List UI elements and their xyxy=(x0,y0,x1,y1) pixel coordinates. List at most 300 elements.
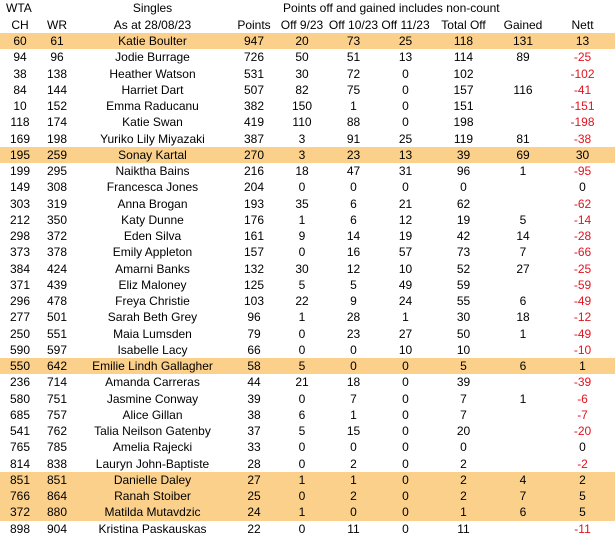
table-row xyxy=(0,277,615,293)
table-row xyxy=(0,196,615,212)
player-name: Heather Watson xyxy=(109,66,196,81)
off-11-cell: 12 xyxy=(398,212,413,227)
off-10-cell: 12 xyxy=(346,261,361,276)
total-off-cell: 39 xyxy=(431,147,496,163)
total-off-cell: 157 xyxy=(453,82,474,97)
nett-cell: -151 xyxy=(570,99,595,114)
ch-cell: 94 xyxy=(13,50,27,65)
player-name: Emma Raducanu xyxy=(106,99,199,114)
off-9-cell: 21 xyxy=(295,375,309,390)
ch-cell: 250 xyxy=(9,326,31,341)
nett-header: Nett xyxy=(571,17,594,32)
points-cell: 66 xyxy=(247,342,261,357)
gained-cell: 89 xyxy=(516,50,530,65)
off-9-cell: 1 xyxy=(277,472,327,488)
wr-cell: 144 xyxy=(46,82,68,97)
nett-cell: -198 xyxy=(570,115,595,130)
wr-cell: 350 xyxy=(46,212,68,227)
player-name: Matilda Mutavdzic xyxy=(74,504,231,520)
off-10-cell: 72 xyxy=(346,66,361,81)
off-10-cell: 6 xyxy=(350,212,357,227)
nett-cell: -11 xyxy=(574,521,591,536)
table-row xyxy=(0,309,615,325)
total-off-cell: 11 xyxy=(457,521,470,536)
points-cell: 24 xyxy=(231,504,277,520)
off-11-cell: 13 xyxy=(380,147,431,163)
points-cell: 44 xyxy=(247,375,261,390)
table-row xyxy=(0,374,615,390)
off-9-cell: 5 xyxy=(277,358,327,374)
off-10-cell: 91 xyxy=(346,131,361,146)
points-cell: 270 xyxy=(231,147,277,163)
ch-cell: 236 xyxy=(9,375,31,390)
off-10-cell: 7 xyxy=(350,391,357,406)
ch-cell: 814 xyxy=(9,456,31,471)
player-name: Anna Brogan xyxy=(117,196,188,211)
off-9-cell: 30 xyxy=(295,261,309,276)
points-cell: 58 xyxy=(231,358,277,374)
off-9-cell: 1 xyxy=(277,504,327,520)
points-cell: 176 xyxy=(243,212,265,227)
singles-header: Singles xyxy=(132,1,173,16)
nett-cell: 1 xyxy=(550,358,615,374)
wr-cell: 864 xyxy=(40,488,74,504)
off-11-cell: 1 xyxy=(402,310,409,325)
ch-cell: 199 xyxy=(9,164,31,179)
player-name: Katie Boulter xyxy=(74,33,231,49)
points-cell: 37 xyxy=(247,424,261,439)
off-11-cell: 0 xyxy=(402,99,409,114)
points-cell: 27 xyxy=(231,472,277,488)
points-cell: 216 xyxy=(243,164,265,179)
wr-cell: 439 xyxy=(46,277,68,292)
total-off-cell: 0 xyxy=(460,440,467,455)
off-11-cell: 0 xyxy=(402,521,409,536)
off-10-cell: 88 xyxy=(346,115,361,130)
gained-cell: 18 xyxy=(516,310,530,325)
points-cell: 507 xyxy=(243,82,265,97)
table-row xyxy=(0,342,615,358)
nett-cell: 30 xyxy=(550,147,615,163)
table-row xyxy=(0,261,615,277)
off-11-cell: 27 xyxy=(398,326,413,341)
total-off-cell: 7 xyxy=(460,391,467,406)
gained-cell: 1 xyxy=(519,391,527,406)
points-cell: 193 xyxy=(243,196,265,211)
nett-cell: -49 xyxy=(573,326,592,341)
off-11-cell: 0 xyxy=(402,440,409,455)
off-10-cell: 0 xyxy=(350,440,357,455)
off-10-header: Off 10/23 xyxy=(328,17,379,32)
player-name: Freya Christie xyxy=(115,294,190,309)
wr-cell: 138 xyxy=(46,66,68,81)
ch-cell: 303 xyxy=(9,196,31,211)
points-cell: 132 xyxy=(243,261,265,276)
player-name: Maia Lumsden xyxy=(113,326,192,341)
off-11-cell: 0 xyxy=(380,504,431,520)
off-9-cell: 110 xyxy=(292,115,312,130)
wr-cell: 904 xyxy=(46,521,68,536)
player-name: Danielle Daley xyxy=(74,472,231,488)
off-9-cell: 0 xyxy=(298,342,306,357)
gained-cell: 7 xyxy=(519,245,527,260)
nett-cell: -59 xyxy=(573,277,592,292)
ch-cell: 10 xyxy=(13,99,27,114)
points-cell: 38 xyxy=(247,407,261,422)
off-10-cell: 15 xyxy=(346,424,361,439)
points-header: Points xyxy=(237,17,271,32)
header-blank-points xyxy=(231,0,277,17)
player-name: Sonay Kartal xyxy=(74,147,231,163)
wr-cell: 757 xyxy=(46,407,68,422)
wr-cell: 174 xyxy=(46,115,68,130)
table-row xyxy=(0,33,615,49)
nett-cell: -10 xyxy=(573,342,592,357)
off-9-cell: 3 xyxy=(277,147,327,163)
points-cell: 25 xyxy=(231,488,277,504)
off-10-cell: 0 xyxy=(350,180,357,195)
off-9-cell: 0 xyxy=(277,488,327,504)
total-off-cell: 2 xyxy=(460,456,467,471)
ch-cell: 384 xyxy=(9,261,31,276)
ch-cell: 851 xyxy=(0,472,40,488)
off-9-cell: 0 xyxy=(298,326,306,341)
total-off-cell: 52 xyxy=(456,261,471,276)
off-9-cell: 0 xyxy=(298,440,306,455)
off-11-cell: 0 xyxy=(402,115,409,130)
off-9-cell: 1 xyxy=(298,212,306,227)
off-10-cell: 28 xyxy=(346,310,361,325)
off-11-cell: 25 xyxy=(380,33,431,49)
nett-cell: -12 xyxy=(573,310,592,325)
player-name: Sarah Beth Grey xyxy=(107,310,198,325)
total-off-cell: 96 xyxy=(456,164,471,179)
table-row xyxy=(0,423,615,439)
total-off-cell: 50 xyxy=(456,326,471,341)
off-11-cell: 0 xyxy=(402,82,409,97)
gained-cell xyxy=(496,439,550,455)
total-off-cell: 20 xyxy=(456,424,471,439)
table-row xyxy=(0,131,615,147)
gained-cell: 27 xyxy=(516,261,530,276)
table-row xyxy=(0,114,615,130)
player-name: Katie Swan xyxy=(122,115,183,130)
off-10-cell: 1 xyxy=(350,99,357,114)
gained-cell: 4 xyxy=(496,472,550,488)
off-10-cell: 2 xyxy=(350,456,357,471)
wta-header: WTA xyxy=(6,1,32,16)
table-row xyxy=(0,212,615,228)
off-10-cell: 0 xyxy=(350,342,357,357)
player-name: Alice Gillan xyxy=(122,407,183,422)
total-off-cell: 119 xyxy=(453,131,474,146)
off-11-cell: 0 xyxy=(402,66,409,81)
gained-cell xyxy=(496,456,550,472)
wr-cell: 308 xyxy=(46,180,68,195)
total-off-cell: 102 xyxy=(453,66,474,81)
off-10-cell: 0 xyxy=(327,358,380,374)
table-row xyxy=(0,391,615,407)
wr-cell: 838 xyxy=(46,456,68,471)
table-row xyxy=(0,293,615,309)
off-9-cell: 0 xyxy=(298,245,306,260)
nett-cell: -38 xyxy=(573,131,592,146)
points-cell: 22 xyxy=(247,521,261,536)
player-name: Eliz Maloney xyxy=(118,277,187,292)
gained-cell: 131 xyxy=(496,33,550,49)
gained-cell: 1 xyxy=(519,326,527,341)
off-9-cell: 3 xyxy=(298,131,306,146)
ch-cell: 898 xyxy=(9,521,31,536)
nett-cell: -25 xyxy=(573,261,592,276)
points-cell: 96 xyxy=(247,310,261,325)
player-name: Harriet Dart xyxy=(121,82,184,97)
player-name: Jodie Burrage xyxy=(115,50,190,65)
table-row xyxy=(0,49,615,65)
off-11-cell: 0 xyxy=(402,391,409,406)
off-9-cell: 18 xyxy=(295,164,309,179)
off-10-cell: 1 xyxy=(327,472,380,488)
points-cell: 531 xyxy=(243,66,265,81)
total-off-cell: 114 xyxy=(453,50,474,65)
ch-cell: 590 xyxy=(9,342,31,357)
wr-cell: 751 xyxy=(46,391,68,406)
gained-cell: 116 xyxy=(513,82,533,97)
off-11-header: Off 11/23 xyxy=(381,17,430,32)
table-row xyxy=(0,98,615,114)
ch-cell: 298 xyxy=(9,229,31,244)
off-10-cell: 1 xyxy=(350,407,357,422)
off-10-cell: 5 xyxy=(350,277,357,292)
wr-cell: 785 xyxy=(46,440,68,455)
wr-header: WR xyxy=(47,17,67,32)
wr-cell: 642 xyxy=(40,358,74,374)
player-name: Amarni Banks xyxy=(115,261,190,276)
ch-cell: 766 xyxy=(0,488,40,504)
table-row xyxy=(0,439,615,455)
wr-cell: 259 xyxy=(40,147,74,163)
off-10-cell: 75 xyxy=(346,82,361,97)
total-off-cell: 2 xyxy=(431,488,496,504)
points-cell: 204 xyxy=(243,180,265,195)
off-11-cell: 25 xyxy=(398,131,413,146)
total-off-cell: 39 xyxy=(456,375,471,390)
off-10-cell: 51 xyxy=(346,50,361,65)
player-name: Talia Neilson Gatenby xyxy=(94,424,211,439)
player-name: Francesca Jones xyxy=(106,180,199,195)
total-off-cell: 73 xyxy=(456,245,471,260)
total-off-cell: 19 xyxy=(456,212,471,227)
wr-cell: 152 xyxy=(46,99,68,114)
off-11-cell: 19 xyxy=(398,229,413,244)
off-10-cell: 6 xyxy=(350,196,357,211)
as-at-header: As at 28/08/23 xyxy=(113,17,192,32)
gained-cell: 1 xyxy=(519,164,527,179)
nett-cell: 5 xyxy=(550,504,615,520)
table-header xyxy=(0,0,615,33)
nett-cell: -66 xyxy=(573,245,592,260)
wr-cell: 96 xyxy=(50,50,64,65)
off-9-cell: 0 xyxy=(298,180,306,195)
ch-cell: 685 xyxy=(9,407,31,422)
off-10-cell: 23 xyxy=(346,326,361,341)
gained-cell xyxy=(496,179,550,195)
points-cell: 79 xyxy=(247,326,261,341)
nett-cell: -25 xyxy=(573,50,592,65)
nett-cell: -95 xyxy=(573,164,592,179)
wr-cell: 762 xyxy=(46,424,68,439)
header-blank-wr xyxy=(40,0,74,17)
off-9-cell: 20 xyxy=(277,33,327,49)
nett-cell: -39 xyxy=(573,375,592,390)
nett-cell: -49 xyxy=(573,294,592,309)
player-name: Emilie Lindh Gallagher xyxy=(74,358,231,374)
off-9-cell: 5 xyxy=(298,277,306,292)
nett-cell: -7 xyxy=(577,407,588,422)
gained-cell xyxy=(496,114,550,130)
off-9-cell: 0 xyxy=(298,521,306,536)
table-row xyxy=(0,82,615,98)
off-11-cell: 0 xyxy=(402,456,409,471)
ch-cell: 550 xyxy=(0,358,40,374)
gained-cell: 6 xyxy=(519,294,527,309)
header-row-1 xyxy=(0,0,615,17)
table-row xyxy=(0,521,615,537)
gained-cell xyxy=(496,98,550,114)
off-11-cell: 24 xyxy=(398,294,413,309)
points-cell: 39 xyxy=(247,391,261,406)
points-cell: 419 xyxy=(243,115,265,130)
off-9-cell: 35 xyxy=(295,196,309,211)
gained-cell: 81 xyxy=(516,131,530,146)
wr-cell: 378 xyxy=(46,245,68,260)
nett-cell: 0 xyxy=(579,440,586,455)
gained-cell: 14 xyxy=(516,229,530,244)
wr-cell: 424 xyxy=(46,261,68,276)
table-row xyxy=(0,456,615,472)
points-cell: 161 xyxy=(243,229,265,244)
off-11-cell: 13 xyxy=(398,50,413,65)
player-name: Jasmine Conway xyxy=(106,391,199,406)
off-11-cell: 31 xyxy=(398,164,413,179)
wr-cell: 61 xyxy=(40,33,74,49)
nett-cell: 0 xyxy=(579,180,586,195)
ch-cell: 84 xyxy=(13,82,27,97)
nett-cell: 13 xyxy=(550,33,615,49)
off-11-cell: 0 xyxy=(402,424,409,439)
off-10-cell: 0 xyxy=(327,504,380,520)
total-off-cell: 7 xyxy=(460,407,467,422)
total-off-cell: 118 xyxy=(431,33,496,49)
off-11-cell: 57 xyxy=(398,245,413,260)
wr-cell: 880 xyxy=(40,504,74,520)
ch-header: CH xyxy=(11,17,29,32)
off-10-cell: 16 xyxy=(346,245,361,260)
total-off-cell: 198 xyxy=(453,115,474,130)
nett-cell: -6 xyxy=(577,391,588,406)
ch-cell: 765 xyxy=(9,440,31,455)
wr-cell: 372 xyxy=(46,229,68,244)
table-row xyxy=(0,358,615,374)
total-off-cell: 62 xyxy=(456,196,471,211)
table-row xyxy=(0,326,615,342)
table-row xyxy=(0,504,615,520)
off-9-cell: 150 xyxy=(291,99,313,114)
off-10-cell: 23 xyxy=(327,147,380,163)
ch-cell: 60 xyxy=(0,33,40,49)
total-off-header: Total Off xyxy=(441,17,486,32)
points-cell: 125 xyxy=(243,277,265,292)
off-9-cell: 0 xyxy=(298,456,306,471)
gained-cell: 6 xyxy=(496,358,550,374)
off-11-cell: 49 xyxy=(398,277,413,292)
gained-cell xyxy=(496,407,550,423)
player-name: Kristina Paskauskas xyxy=(98,521,207,536)
off-11-cell: 10 xyxy=(398,342,413,357)
points-cell: 387 xyxy=(243,131,265,146)
off-11-cell: 10 xyxy=(398,261,413,276)
gained-cell xyxy=(496,374,550,390)
player-name: Naiktha Bains xyxy=(115,164,190,179)
header-row-2 xyxy=(0,17,615,34)
nett-cell: 5 xyxy=(550,488,615,504)
total-off-cell: 30 xyxy=(456,310,471,325)
wr-cell: 597 xyxy=(46,342,68,357)
total-off-cell: 59 xyxy=(456,277,471,292)
gained-cell xyxy=(496,196,550,212)
total-off-cell: 151 xyxy=(453,99,474,114)
gained-cell xyxy=(496,66,550,82)
off-11-cell: 0 xyxy=(402,180,409,195)
off-9-header: Off 9/23 xyxy=(280,17,324,32)
player-name: Amelia Rajecki xyxy=(112,440,193,455)
off-11-cell: 0 xyxy=(380,358,431,374)
player-name: Amanda Carreras xyxy=(105,375,200,390)
off-9-cell: 30 xyxy=(295,66,309,81)
points-note-header: Points off and gained includes non-count xyxy=(283,1,500,16)
ch-cell: 212 xyxy=(9,212,31,227)
wr-cell: 478 xyxy=(46,294,68,309)
off-11-cell: 0 xyxy=(402,407,409,422)
player-name: Ranah Stoiber xyxy=(74,488,231,504)
gained-cell xyxy=(496,342,550,358)
points-cell: 103 xyxy=(243,294,265,309)
gained-cell: 5 xyxy=(519,212,527,227)
ch-cell: 541 xyxy=(9,424,31,439)
wr-cell: 501 xyxy=(46,310,68,325)
wr-cell: 551 xyxy=(46,326,68,341)
table-row xyxy=(0,407,615,423)
gained-cell: 7 xyxy=(496,488,550,504)
total-off-cell: 10 xyxy=(456,342,471,357)
off-10-cell: 2 xyxy=(327,488,380,504)
total-off-cell: 1 xyxy=(431,504,496,520)
player-name: Emily Appleton xyxy=(112,245,193,260)
points-cell: 726 xyxy=(243,50,265,65)
points-cell: 157 xyxy=(243,245,265,260)
gained-cell xyxy=(496,521,550,537)
off-10-cell: 47 xyxy=(346,164,361,179)
off-9-cell: 22 xyxy=(295,294,309,309)
off-11-cell: 0 xyxy=(380,488,431,504)
off-9-cell: 9 xyxy=(298,229,306,244)
off-11-cell: 21 xyxy=(398,196,413,211)
off-9-cell: 50 xyxy=(295,50,309,65)
ch-cell: 371 xyxy=(9,277,31,292)
off-10-cell: 73 xyxy=(327,33,380,49)
nett-cell: -20 xyxy=(573,424,592,439)
table-row xyxy=(0,147,615,163)
